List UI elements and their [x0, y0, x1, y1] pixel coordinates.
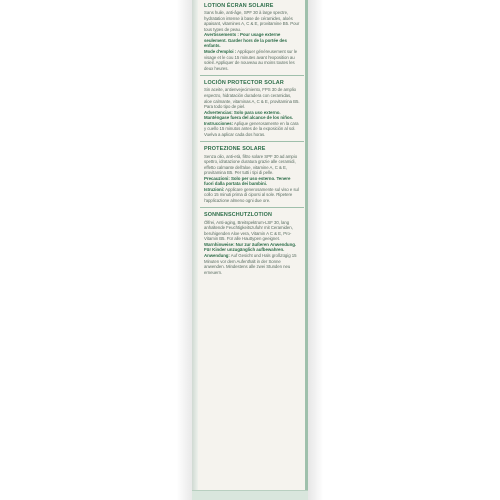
- section-title: LOCIÓN PROTECTOR SOLAR: [204, 80, 284, 87]
- usage-label: Anwendung:: [204, 252, 230, 258]
- usage-label: Istruzioni:: [204, 186, 225, 192]
- box-bottom-band: [192, 490, 308, 500]
- label-text-column: [204, 3, 300, 279]
- usage-text: Applicare generosamente sul viso e sul collo 15 minuti prima di ciporsi al sole. Ripetere l'applicazione almeno ogni due ore.: [204, 186, 299, 203]
- section-divider: [200, 75, 304, 76]
- usage-text: Appliquer généreusement sur le visage et le cou 15 minutes avant l'exposition au soleil. Appliquer de nouveau au moins toutes les deux heures.: [204, 49, 298, 71]
- section-usage: [204, 49, 300, 71]
- section-usage: [204, 187, 300, 204]
- background-left: [0, 0, 192, 500]
- section-spanish: [204, 80, 300, 137]
- section-description: Sans huile, anti-âge, SPF 30 à large spectre, hydratation intense à base de céramides, aloès apaisant, vitamines A, C & E, provitamine B5. Pour tous types de peau.: [204, 10, 300, 32]
- section-usage: [204, 253, 300, 275]
- section-warning: Avertissements : Pour usage externe seulement. Garder hors de la portée des enfants.: [204, 32, 287, 49]
- section-description: Sin aceite, antienvejecimiento, FPS 30 de amplio espectro, hidratación duradera con ceramidas, aloe calmante, vitaminas A, C & E, provitamina B5. Para todo tipo de piel.: [204, 87, 300, 110]
- background-right: [308, 0, 500, 500]
- section-usage: [204, 121, 300, 138]
- section-description: Ölfrei, Anti-aging, Breitspektrum-LSF 30, lang anhaltende Feuchtigkeitszufuhr mit Ceramiden, beruhigenden Aloe vera, Vitamin A C & E, Pro-Vitamin B5. Für alle Hauttypen geeignet.: [204, 219, 293, 242]
- usage-label: Instrucciones:: [204, 120, 233, 126]
- sunscreen-box-side-panel: [192, 0, 308, 500]
- usage-text: Auf Gesicht und Hals großzügig 15 Minuten vor dem Aufenthalt in der Sonne anwenden. Mindestens alle zwei Stunden neu erneuern.: [204, 252, 297, 275]
- box-green-edge: [305, 0, 308, 500]
- section-warning: Advertencias: Solo para uso externo. Manténgase fuera del alcance de los niños.: [204, 109, 294, 121]
- section-title: LOTION ÉCRAN SOLAIRE: [204, 3, 274, 9]
- section-warning: Warnhinweise: Nur zur äußeren Anwendung. Für Kinder unzugänglich aufbewahren.: [204, 241, 297, 253]
- section-divider: [200, 207, 304, 208]
- usage-text: Aplique generosamente en la cara y cuello 15 minutos antes de la exposición al sol. Vuelva a aplicar cada dos horas.: [204, 120, 299, 137]
- section-german: [204, 212, 300, 275]
- section-title: PROTEZIONE SOLARE: [204, 146, 266, 153]
- section-french: [204, 3, 300, 71]
- usage-label: Mode d'emploi :: [204, 49, 237, 55]
- section-warning: Precauzioni: Solo per uso esterno. Tenere fuori dalla portata dei bambini.: [204, 175, 291, 187]
- section-divider: [200, 141, 304, 142]
- section-italian: [204, 146, 300, 203]
- section-description: Senza olio, anti-età, filtro solare SPF 30 ad ampio spettro, idratazione duratura grazie alle ceramidi, effetto calmante dell'aloe, vitamine A, C & E, provitamina B5. Per tutti i tipi di pelle.: [204, 153, 298, 176]
- section-title: SONNENSCHUTZLOTION: [204, 212, 272, 219]
- box-fold-edge: [192, 0, 198, 500]
